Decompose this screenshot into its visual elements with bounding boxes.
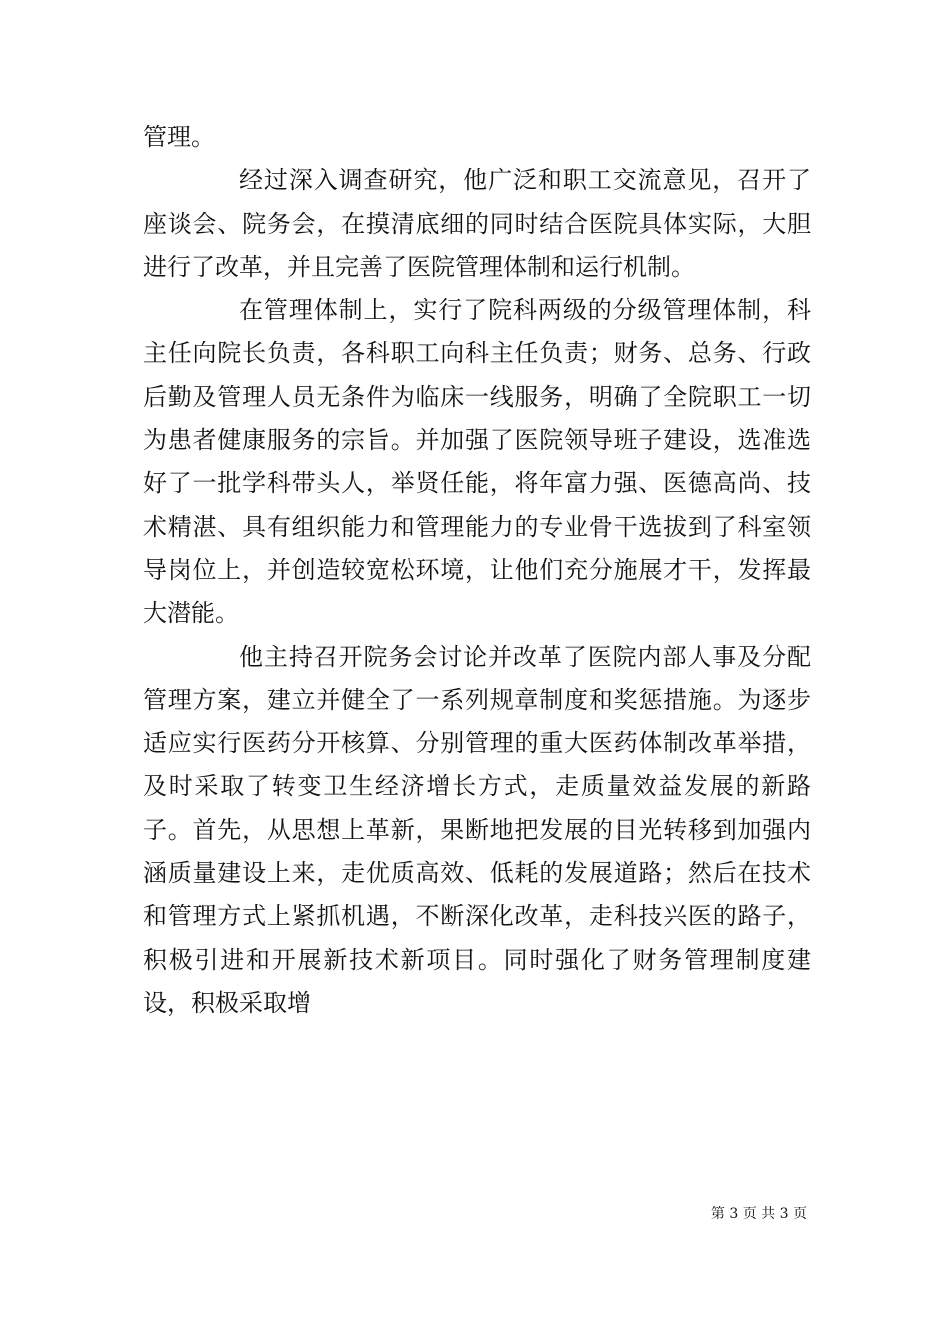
document-body bbox=[143, 116, 811, 1025]
paragraph-continuation: 管理。 bbox=[143, 123, 215, 151]
paragraph-management-system: 在管理体制上，实行了院科两级的分级管理体制，科主任向院长负责，各科职工向科主任负责；财务、总务、行政后勤及管理人员无条件为临床一线服务，明确了全院职工一切为患者健康服务的宗旨。并加强了医院领导班子建设，选准选好了一批学科带头人，举贤任能，将年富力强、医德高尚、技术精湛、具有组织能力和管理能力的专业骨干选拔到了科室领导岗位上，并创造较宽松环境，让他们充分施展才干，发挥最大潜能。 bbox=[143, 296, 811, 628]
paragraph-investigation: 经过深入调查研究，他广泛和职工交流意见，召开了座谈会、院务会，在摸清底细的同时结合医院具体实际，大胆进行了改革，并且完善了医院管理体制和运行机制。 bbox=[143, 166, 811, 281]
paragraph-reform-measures: 他主持召开院务会讨论并改革了医院内部人事及分配管理方案，建立并健全了一系列规章制度和奖惩措施。为逐步适应实行医药分开核算、分别管理的重大医药体制改革举措，及时采取了转变卫生经济增长方式，走质量效益发展的新路子。首先，从思想上革新，果断地把发展的目光转移到加强内涵质量建设上来，走优质高效、低耗的发展道路；然后在技术和管理方式上紧抓机遇，不断深化改革，走科技兴医的路子，积极引进和开展新技术新项目。同时强化了财务管理制度建设，积极采取增 bbox=[143, 642, 811, 1017]
page-number-footer: 第 3 页 共 3 页 bbox=[710, 1206, 807, 1222]
